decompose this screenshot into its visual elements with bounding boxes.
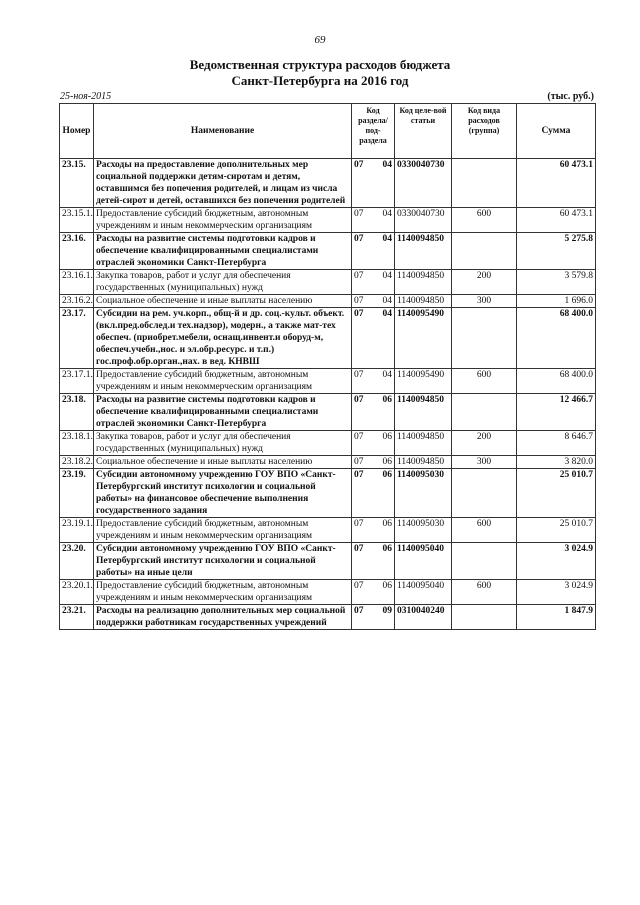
row-number: 23.16.1. — [60, 270, 94, 295]
row-subsection: 04 — [382, 160, 392, 170]
row-name: Предоставление субсидий бюджетным, автономным учреждениям и иным некоммерческим организациям — [94, 369, 352, 394]
row-article-code: 0310040240 — [395, 605, 452, 630]
header-group: Код вида расходов (группа) — [452, 104, 517, 159]
table-row — [60, 208, 596, 233]
row-section-code — [352, 208, 395, 233]
row-article-code: 1140095030 — [395, 469, 452, 518]
row-subsection: 06 — [382, 457, 392, 467]
row-section: 07 — [354, 160, 364, 170]
page-number: 69 — [314, 34, 326, 46]
row-number: 23.18.2. — [60, 456, 94, 469]
row-section-code — [352, 605, 395, 630]
row-group-code: 600 — [452, 369, 517, 394]
row-name: Предоставление субсидий бюджетным, автономным учреждениям и иным некоммерческим организациям — [94, 518, 352, 543]
header-number: Номер — [60, 104, 94, 159]
row-sum: 60 473.1 — [517, 208, 596, 233]
row-section: 07 — [354, 432, 364, 442]
row-group-code: 600 — [452, 580, 517, 605]
row-number: 23.19. — [60, 469, 94, 518]
row-group-code — [452, 394, 517, 431]
row-section: 07 — [354, 234, 364, 244]
row-section: 07 — [354, 309, 364, 319]
row-subsection: 06 — [382, 581, 392, 591]
row-article-code: 1140095490 — [395, 308, 452, 369]
row-section-code — [352, 159, 395, 208]
row-sum: 25 010.7 — [517, 469, 596, 518]
row-section-code — [352, 270, 395, 295]
row-article-code: 0330040730 — [395, 159, 452, 208]
row-subsection: 04 — [382, 309, 392, 319]
row-section-code — [352, 394, 395, 431]
row-section-code — [352, 295, 395, 308]
row-sum: 5 275.8 — [517, 233, 596, 270]
row-name: Предоставление субсидий бюджетным, автономным учреждениям и иным некоммерческим организациям — [94, 208, 352, 233]
row-group-code — [452, 308, 517, 369]
row-sum: 1 696.0 — [517, 295, 596, 308]
row-sum: 60 473.1 — [517, 159, 596, 208]
row-section-code — [352, 431, 395, 456]
row-sum: 12 466.7 — [517, 394, 596, 431]
row-section: 07 — [354, 581, 364, 591]
title-line-2: Санкт-Петербурга на 2016 год — [231, 73, 409, 88]
row-subsection: 06 — [382, 470, 392, 480]
row-section-code — [352, 518, 395, 543]
row-sum: 3 820.0 — [517, 456, 596, 469]
row-article-code: 1140095040 — [395, 580, 452, 605]
document-date: 25-ноя-2015 — [60, 91, 112, 102]
row-name: Расходы на развитие системы подготовки кадров и обеспечение квалифицированными специалистами отраслей экономики Санкт-Петербурга — [94, 233, 352, 270]
table-row — [60, 431, 596, 456]
row-article-code: 1140094850 — [395, 270, 452, 295]
row-name: Расходы на реализацию дополнительных мер социальной поддержки работникам государственных учреждений — [94, 605, 352, 630]
row-name: Предоставление субсидий бюджетным, автономным учреждениям и иным некоммерческим организациям — [94, 580, 352, 605]
row-section-code — [352, 369, 395, 394]
row-number: 23.20. — [60, 543, 94, 580]
row-group-code: 200 — [452, 270, 517, 295]
row-article-code: 0330040730 — [395, 208, 452, 233]
table-row — [60, 295, 596, 308]
row-article-code: 1140094850 — [395, 456, 452, 469]
row-article-code: 1140095490 — [395, 369, 452, 394]
row-subsection: 06 — [382, 395, 392, 405]
row-name: Расходы на предоставление дополнительных мер социальной поддержки детям-сиротам и детям, оставшимся без попечения родителей, и лицам из числа детей-сирот и детей, оставшихся без попечения родителей — [94, 159, 352, 208]
row-subsection: 04 — [382, 296, 392, 306]
row-subsection: 06 — [382, 432, 392, 442]
row-number: 23.16. — [60, 233, 94, 270]
row-section: 07 — [354, 544, 364, 554]
row-section: 07 — [354, 519, 364, 529]
row-section-code — [352, 456, 395, 469]
table-row — [60, 394, 596, 431]
row-number: 23.18.1. — [60, 431, 94, 456]
table-header-row — [60, 104, 596, 159]
row-number: 23.20.1. — [60, 580, 94, 605]
table-row — [60, 270, 596, 295]
row-sum: 3 024.9 — [517, 580, 596, 605]
row-group-code — [452, 605, 517, 630]
row-section-code — [352, 469, 395, 518]
header-article: Код целе-вой статьи — [395, 104, 452, 159]
row-name: Субсидии автономному учреждению ГОУ ВПО «Санкт-Петербургский институт психологии и социальной работы» на финансовое обеспечение выполнения государственного задания — [94, 469, 352, 518]
row-group-code: 300 — [452, 456, 517, 469]
table-row — [60, 233, 596, 270]
row-section-code — [352, 233, 395, 270]
row-sum: 68 400.0 — [517, 369, 596, 394]
row-subsection: 06 — [382, 544, 392, 554]
row-group-code — [452, 233, 517, 270]
units-label: (тыс. руб.) — [547, 91, 594, 102]
document-title — [0, 57, 640, 89]
row-subsection: 04 — [382, 370, 392, 380]
row-article-code: 1140095040 — [395, 543, 452, 580]
row-number: 23.16.2. — [60, 295, 94, 308]
row-subsection: 04 — [382, 271, 392, 281]
row-group-code: 200 — [452, 431, 517, 456]
header-section: Код раздела/ под-раздела — [352, 104, 395, 159]
row-section: 07 — [354, 470, 364, 480]
row-sum: 68 400.0 — [517, 308, 596, 369]
row-name: Субсидии автономному учреждению ГОУ ВПО «Санкт-Петербургский институт психологии и социальной работы» на иные цели — [94, 543, 352, 580]
row-sum: 25 010.7 — [517, 518, 596, 543]
table-row — [60, 308, 596, 369]
row-name: Расходы на развитие системы подготовки кадров и обеспечение квалифицированными специалистами отраслей экономики Санкт-Петербурга — [94, 394, 352, 431]
row-number: 23.19.1. — [60, 518, 94, 543]
row-article-code: 1140094850 — [395, 394, 452, 431]
table-row — [60, 469, 596, 518]
table-body — [60, 159, 596, 630]
title-line-1: Ведомственная структура расходов бюджета — [189, 57, 451, 72]
row-section-code — [352, 543, 395, 580]
row-section: 07 — [354, 296, 364, 306]
row-name: Закупка товаров, работ и услуг для обеспечения государственных (муниципальных) нужд — [94, 431, 352, 456]
row-section: 07 — [354, 395, 364, 405]
row-name: Субсидии на рем. уч.корп., общ-й и др. соц.-культ. объект. (вкл.пред.обслед.и тех.надзор), модерн., а также мат-тех обеспеч. (приобрет.мебели, оснащ.инвент.и оборуд-м, обеспеч.учебн.,нос. и эл.обр.ресурс. и т.п.) гос.проф.обр.орган.,нах. в вед. КНВШ — [94, 308, 352, 369]
row-number: 23.21. — [60, 605, 94, 630]
table-row — [60, 580, 596, 605]
row-sum: 3 579.8 — [517, 270, 596, 295]
row-subsection: 09 — [382, 606, 392, 616]
row-group-code: 600 — [452, 208, 517, 233]
row-article-code: 1140094850 — [395, 233, 452, 270]
row-group-code: 300 — [452, 295, 517, 308]
row-section-code — [352, 308, 395, 369]
row-sum: 3 024.9 — [517, 543, 596, 580]
row-number: 23.15.1. — [60, 208, 94, 233]
table-row — [60, 543, 596, 580]
row-section-code — [352, 580, 395, 605]
row-sum: 1 847.9 — [517, 605, 596, 630]
row-number: 23.17. — [60, 308, 94, 369]
table-row — [60, 159, 596, 208]
row-article-code: 1140094850 — [395, 431, 452, 456]
header-sum: Сумма — [517, 104, 596, 159]
row-subsection: 04 — [382, 209, 392, 219]
row-sum: 8 646.7 — [517, 431, 596, 456]
row-group-code: 600 — [452, 518, 517, 543]
table-row — [60, 369, 596, 394]
row-group-code — [452, 159, 517, 208]
row-article-code: 1140094850 — [395, 295, 452, 308]
row-number: 23.18. — [60, 394, 94, 431]
header-name: Наименование — [94, 104, 352, 159]
row-number: 23.15. — [60, 159, 94, 208]
row-section: 07 — [354, 370, 364, 380]
row-section: 07 — [354, 209, 364, 219]
row-group-code — [452, 543, 517, 580]
row-section: 07 — [354, 606, 364, 616]
row-name: Социальное обеспечение и иные выплаты населению — [94, 295, 352, 308]
table-row — [60, 456, 596, 469]
row-group-code — [452, 469, 517, 518]
row-name: Закупка товаров, работ и услуг для обеспечения государственных (муниципальных) нужд — [94, 270, 352, 295]
row-subsection: 04 — [382, 234, 392, 244]
budget-table — [59, 103, 596, 630]
row-section: 07 — [354, 271, 364, 281]
row-subsection: 06 — [382, 519, 392, 529]
row-number: 23.17.1. — [60, 369, 94, 394]
row-name: Социальное обеспечение и иные выплаты населению — [94, 456, 352, 469]
row-section: 07 — [354, 457, 364, 467]
table-row — [60, 605, 596, 630]
table-row — [60, 518, 596, 543]
row-article-code: 1140095030 — [395, 518, 452, 543]
